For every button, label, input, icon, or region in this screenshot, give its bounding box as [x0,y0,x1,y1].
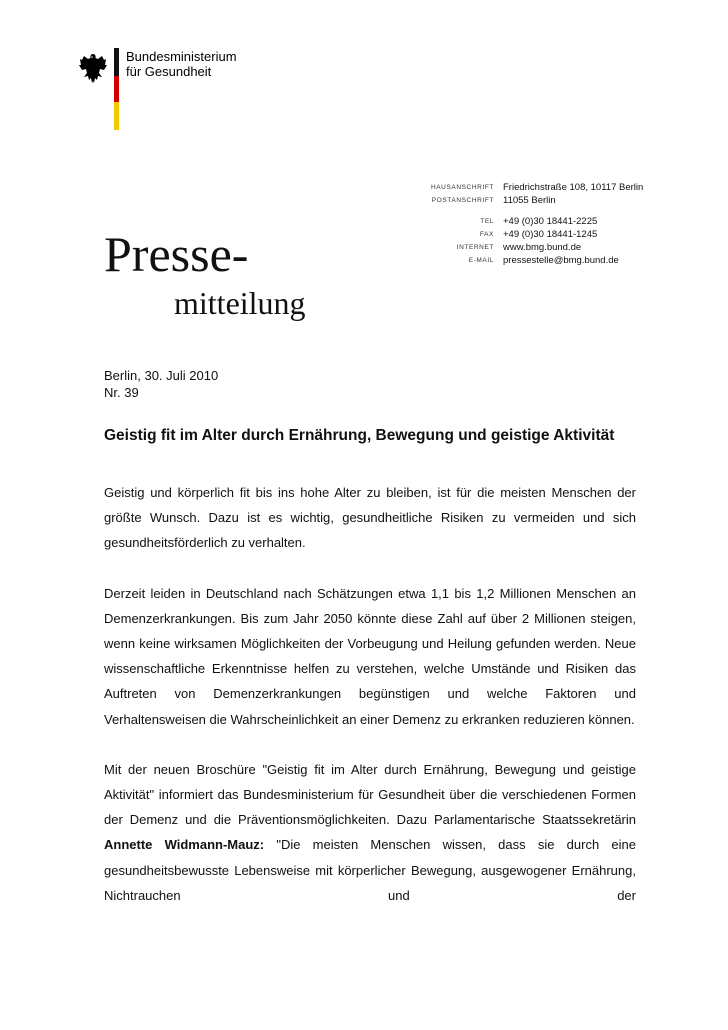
contact-row-email [380,255,680,268]
ministry-name [126,49,237,79]
contact-value[interactable]: pressestelle@bmg.bund.de [503,255,619,266]
title-presse: Presse- [104,226,249,282]
body-text [104,480,636,908]
contact-label: FAX [479,231,494,238]
paragraph [104,757,636,908]
paragraph: Derzeit leiden in Deutschland nach Schätzungen etwa 1,1 bis 1,2 Millionen Menschen an Demenzerkrankungen. Bis zum Jahr 2050 könnte diese Zahl auf über 2 Millionen steigen, wenn keine wirksamen Möglichkeiten der Vorbeugung und Heilung gefunden werden. Neue wissenschaftliche Erkenntnisse helfen zu verstehen, welche Umstände und Risiken das Auftreten von Demenzerkrankungen begünstigen und welche Faktoren und Verhaltensweisen die Wahrscheinlichkeit an einer Demenz zu erkranken reduzieren können. [104,585,636,727]
ministry-logo [72,44,272,134]
contact-block [380,182,680,268]
contact-value[interactable]: www.bmg.bund.de [503,242,582,253]
ministry-name-line1: Bundesministerium [126,49,237,64]
contact-label: POSTANSCHRIFT [431,197,494,204]
contact-row-tel [380,216,680,229]
contact-label: INTERNET [456,244,494,251]
contact-value: 11055 Berlin [503,195,556,206]
paragraph: Geistig und körperlich fit bis ins hohe Alter zu bleiben, ist für die meisten Menschen der größte Wunsch. Dazu ist es wichtig, gesundheitliche Risiken zu vermeiden und sich gesundheitsförderlich zu verhalten. [104,485,636,551]
eagle-icon [78,52,108,86]
headline: Geistig fit im Alter durch Ernährung, Bewegung und geistige Aktivität [104,427,615,444]
contact-value: +49 (0)30 18441-2225 [503,216,598,227]
contact-row-postal [380,195,680,208]
paragraph-text: Mit der neuen Broschüre "Geistig fit im Alter durch Ernährung, Bewegung und geistige Aktivität" informiert das Bundesministerium für Gesundheit über die verschiedenen Formen der Demenz und die Präventionsmöglichkeiten. Dazu Parlamentarische Staatssekretärin [104,761,636,828]
contact-value: Friedrichstraße 108, 10117 Berlin [503,182,644,193]
paragraph-text: "Die meisten Menschen wissen, dass sie durch eine gesundheitsbewusste Lebensweise mit körperlicher Bewegung, ausgewogener Ernährung, Nichtrauchen und der [104,837,636,903]
ministry-name-line2: für Gesundheit [126,64,212,79]
speaker-name: Annette Widmann-Mauz: [104,837,265,853]
title-mitteilung: mitteilung [174,285,306,321]
contact-label: TEL [480,218,494,225]
contact-row-address [380,182,680,195]
contact-label: E-MAIL [468,257,494,264]
contact-row-fax [380,229,680,242]
contact-label: HAUSANSCHRIFT [430,184,494,191]
release-meta [104,367,218,401]
flag-stripe [114,48,119,130]
contact-row-internet [380,242,680,255]
contact-value: +49 (0)30 18441-1245 [503,229,598,240]
release-date: Berlin, 30. Juli 2010 [104,368,219,383]
release-number: Nr. 39 [104,385,139,400]
